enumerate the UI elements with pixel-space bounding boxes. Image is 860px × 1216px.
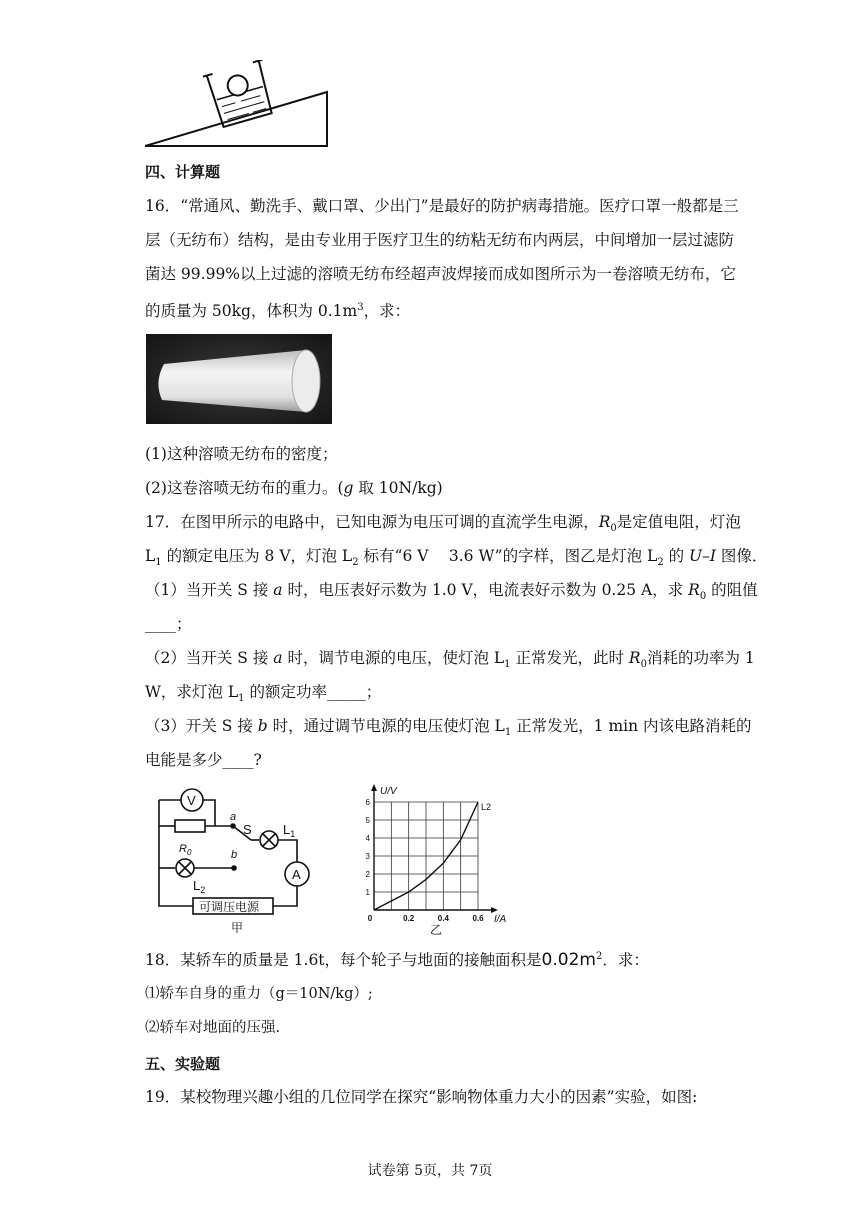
y-tick-label: 1 [365, 888, 370, 897]
voltmeter-label: V [187, 793, 196, 808]
l1-sub: 1 [290, 829, 296, 839]
l2-label: L [193, 878, 201, 893]
x-axis-label: I/A [494, 914, 507, 925]
q18-sub-1: ⑴轿车自身的重力（g＝10N/kg）; [145, 986, 373, 1002]
series-label-l2: L2 [481, 802, 492, 812]
circuit-diagram [145, 778, 330, 936]
y-axis-arrow [371, 784, 377, 791]
r0-sub: 0 [186, 848, 192, 857]
q17-part-2: （2）当开关 S 接 a 时，调节电源的电压，使灯泡 $L_1$ 正常发光，此时 $R_0$消耗的功率为 1 [145, 649, 755, 671]
y-tick-label: 5 [365, 816, 370, 825]
section-4-title: 四、计算题 [145, 163, 221, 181]
x-tick-label: 0.6 [472, 914, 484, 923]
svg-text:R0 [179, 843, 192, 857]
fabric-roll-photo [146, 334, 332, 424]
q17-line-2: $L_1$ 的额定电压为 8 V，灯泡 $L_2$ 标有“6 V 3.6 W”的字样，图乙是灯泡 $L_2$ 的 U–I 图像． [145, 547, 768, 569]
incline-figure [145, 60, 335, 156]
terminal-b: b [231, 849, 238, 861]
q16-sub-1: (1)这种溶喷无纺布的密度； [145, 445, 338, 463]
q19-line-1: 19．某校物理兴趣小组的几位同学在探究“影响物体重力大小的因素”实验，如图: [145, 1088, 698, 1106]
y-tick-label: 6 [365, 798, 370, 807]
power-source-label: 可调压电源 [199, 900, 260, 914]
q18-sub-2: ⑵轿车对地面的压强. [145, 1020, 281, 1036]
q16-sub-2: (2)这卷溶喷无纺布的重力。(g 取 10N/kg) [145, 479, 443, 497]
caption-yi: 乙 [430, 923, 443, 937]
q17-part-1: （1）当开关 S 接 a 时，电压表好示数为 1.0 V，电流表好示数为 0.25 A，求 $R_0$ 的阻值 [145, 581, 758, 603]
y-tick-label: 2 [365, 870, 370, 879]
caption-jia: 甲 [231, 921, 244, 935]
q18-line-1: 18．某轿车的质量是 1.6t，每个轮子与地面的接触面积是$0.02m^2$．求： [145, 950, 649, 971]
q17-part-1-blank: ____； [145, 615, 192, 633]
q16-line-2: 层（无纺布）结构，是由专业用于医疗卫生的纺粘无纺布内两层，中间增加一层过滤防 [145, 231, 735, 249]
page-footer: 试卷第 5页，共 7页 [367, 1163, 493, 1179]
r0-label: R [179, 843, 187, 855]
ammeter-label: A [292, 867, 301, 882]
q17-line-1: 17．在图甲所示的电路中，已知电源为电压可调的直流学生电源，$R_0$是定值电阻，灯泡 [145, 513, 741, 535]
svg-text:L1 [283, 822, 295, 839]
u-i-chart [360, 776, 520, 938]
l1-label: L [283, 822, 291, 837]
q16-line-3: 菌达 99.99%以上过滤的溶喷无纺布经超声波焊接而成如图所示为一卷溶喷无纺布，它 [145, 265, 737, 283]
origin-label: 0 [367, 914, 373, 923]
svg-text:L2 [193, 878, 205, 895]
x-tick-label: 0.4 [437, 914, 449, 923]
y-tick-label: 3 [365, 852, 370, 861]
q16-line-1: 16．“常通风、勤洗手、戴口罩、少出门”是最好的防护病毒措施。医疗口罩一般都是三 [145, 197, 739, 215]
l2-sub: 2 [200, 885, 206, 895]
section-5-title: 五、实验题 [145, 1055, 221, 1073]
x-axis-arrow [491, 907, 498, 913]
q17-part-3-cont: 电能是多少____? [145, 751, 262, 769]
switch-label: S [243, 822, 252, 837]
y-tick-label: 4 [365, 834, 370, 843]
y-axis-label: U/V [380, 786, 397, 797]
terminal-a: a [230, 811, 237, 823]
q17-part-3: （3）开关 S 接 b 时，通过调节电源的电压使灯泡 $L_1$ 正常发光，1 min 内该电路消耗的 [145, 717, 752, 739]
x-tick-label: 0.2 [403, 914, 415, 923]
q16-line-4: 的质量为 50kg，体积为 $0.1m^3$，求： [145, 302, 411, 321]
q17-part-2-cont: W，求灯泡 $L_1$ 的额定功率_____； [145, 683, 382, 705]
